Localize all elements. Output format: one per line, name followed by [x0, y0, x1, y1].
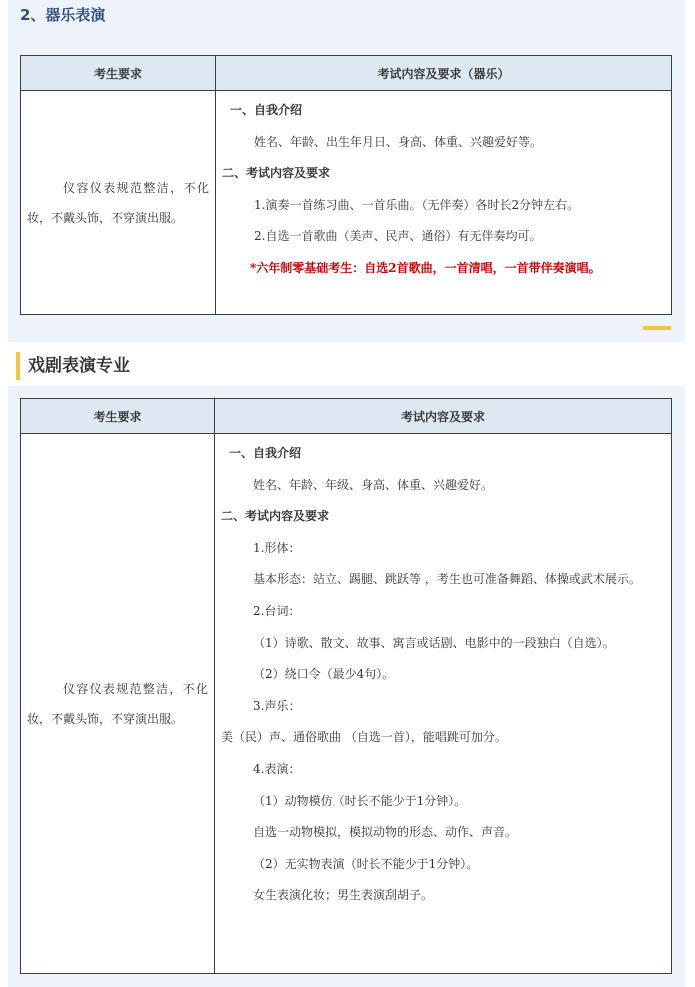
- column-header-candidate-requirements: 考生要求: [21, 399, 215, 434]
- content-line: 1.形体：: [253, 540, 301, 555]
- column-header-exam-content: 考试内容及要求（器乐）: [216, 56, 672, 91]
- heading-exam-content: 二、考试内容及要求: [221, 509, 330, 524]
- exam-content-cell: [215, 434, 672, 974]
- table-row: [21, 91, 672, 315]
- content-line: 3.声乐：: [253, 698, 301, 713]
- heading-self-intro: 一、自我介绍: [229, 446, 302, 460]
- content-line: 1.演奏一首练习曲、一首乐曲。（无伴奏）各时长2分钟左右。: [254, 197, 580, 212]
- content-line: 姓名、年龄、年级、身高、体重、兴趣爱好。: [253, 477, 494, 492]
- content-line: （1）动物模仿（时长不能少于1分钟）。: [253, 793, 467, 808]
- accent-bar: [643, 326, 671, 330]
- candidate-requirements-text: 仪容仪表规范整洁，不化妆，不戴头饰，不穿演出服。: [27, 681, 208, 726]
- column-header-exam-content: 考试内容及要求: [215, 399, 672, 434]
- content-line: （2）绕口令（最少4句）。: [253, 667, 395, 682]
- content-line: 姓名、年龄、出生年月日、身高、体重、兴趣爱好等。: [254, 134, 543, 149]
- section-title-drama: 戏剧表演专业: [16, 352, 130, 380]
- table-header-row: [21, 56, 672, 91]
- content-line: 2.台词：: [253, 603, 301, 618]
- section-title-instrumental: 2、器乐表演: [20, 6, 106, 24]
- heading-exam-content: 二、考试内容及要求: [222, 166, 331, 181]
- column-header-candidate-requirements: 考生要求: [21, 56, 216, 91]
- candidate-requirements-cell: [21, 91, 216, 315]
- content-line: （2）无实物表演（时长不能少于1分钟）。: [253, 856, 479, 871]
- content-line: 4.表演：: [253, 761, 301, 776]
- candidate-requirements-text: 仪容仪表规范整洁，不化妆，不戴头饰，不穿演出服。: [27, 180, 209, 225]
- content-line: 女生表演化妆；男生表演刮胡子。: [253, 888, 434, 903]
- content-line: 自选一动物模拟，模拟动物的形态、动作、声音。: [253, 825, 518, 840]
- highlight-note: *六年制零基础考生：自选2首歌曲，一首清唱，一首带伴奏演唱。: [250, 260, 601, 275]
- drama-requirements-table: [20, 398, 672, 974]
- heading-self-intro: 一、自我介绍: [230, 103, 303, 117]
- instrumental-requirements-table: [20, 55, 672, 315]
- content-line: 美（民）声、通俗歌曲 （自选一首），能唱跳可加分。: [221, 730, 507, 745]
- candidate-requirements-cell: [21, 434, 215, 974]
- content-line: 基本形态：站立、踢腿、跳跃等 ，考生也可准备舞蹈、体操或武术展示。: [253, 572, 641, 587]
- content-line: （1）诗歌、散文、故事、寓言或话剧、电影中的一段独白（自选）。: [253, 635, 615, 650]
- exam-content-cell: [216, 91, 672, 315]
- table-row: [21, 434, 672, 974]
- table-header-row: [21, 399, 672, 434]
- content-line: 2.自选一首歌曲（美声、民声、通俗）有无伴奏均可。: [254, 229, 542, 244]
